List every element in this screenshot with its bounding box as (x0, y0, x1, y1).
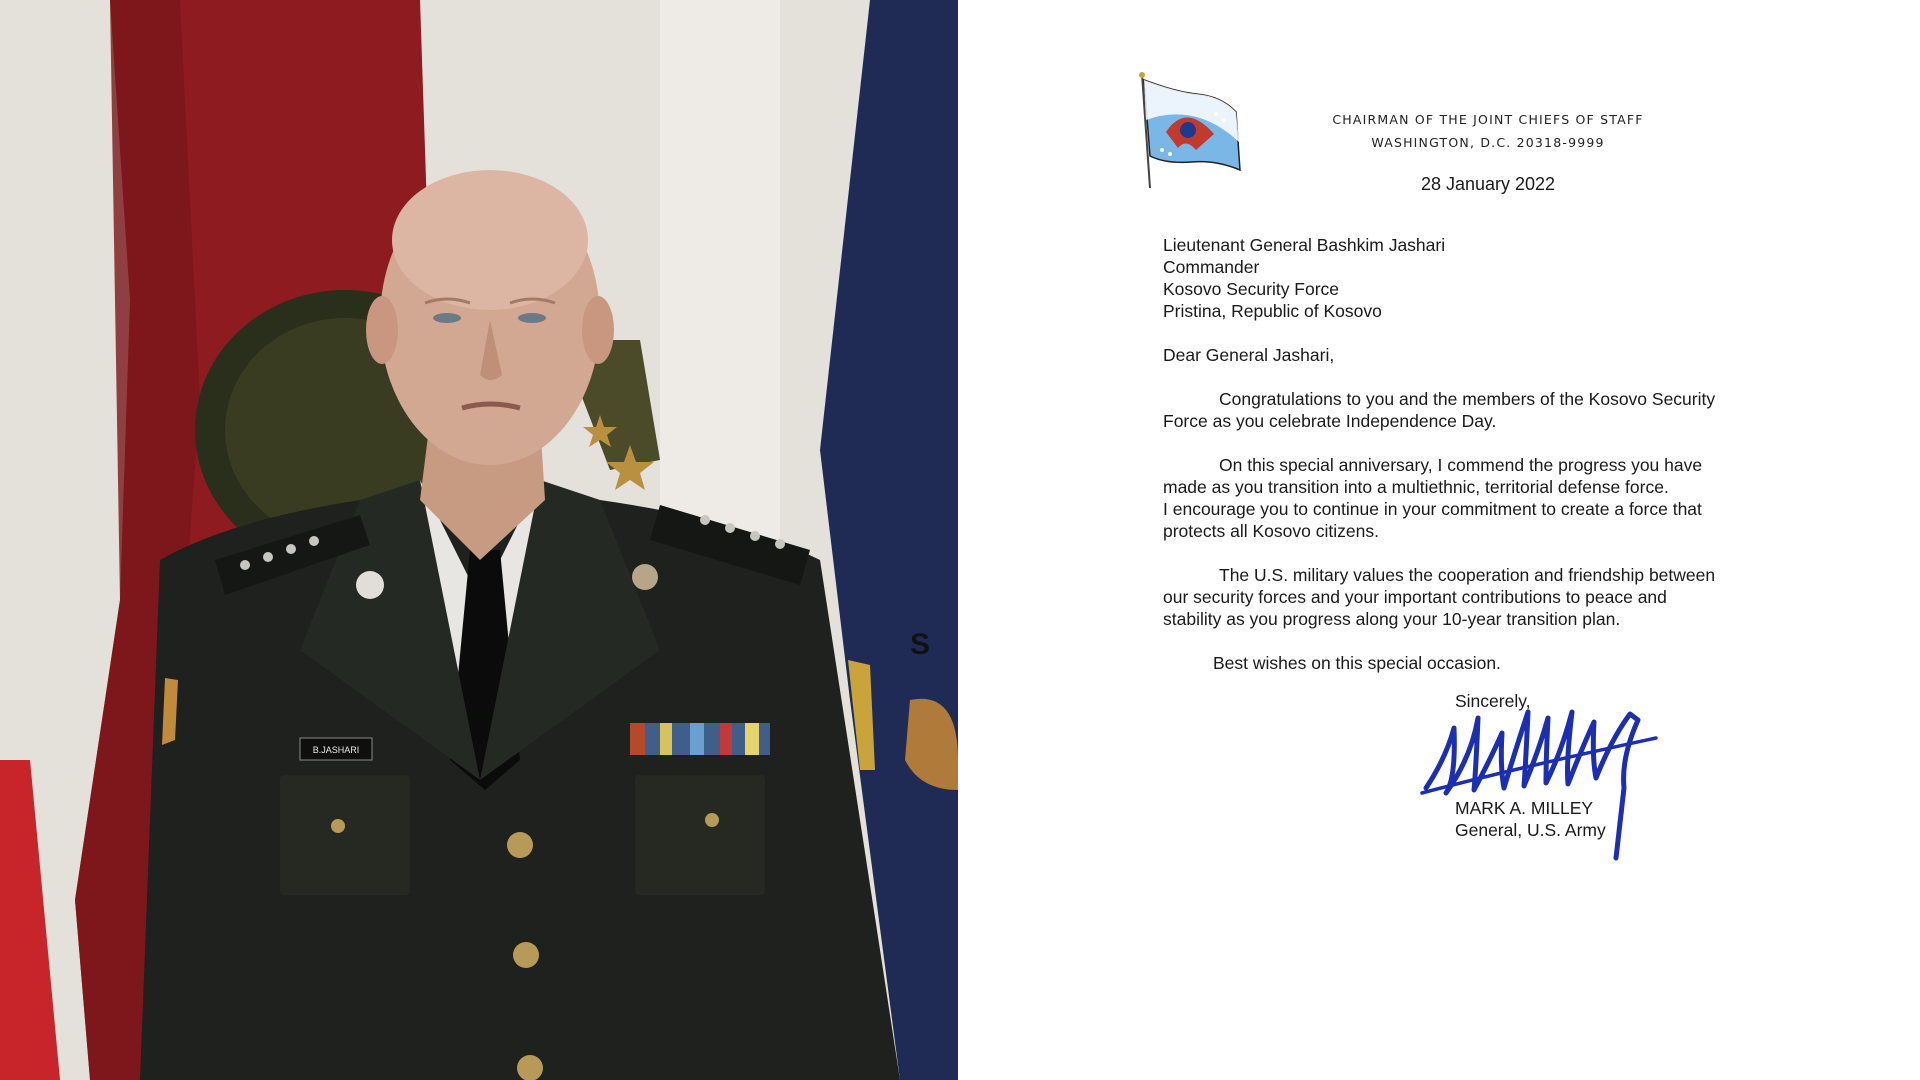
salutation: Dear General Jashari, (1163, 345, 1335, 365)
paragraph-3-line-3: stability as you progress along your 10-year transition plan. (1163, 609, 1621, 629)
paragraph-1-line-1: Congratulations to you and the members of the Kosovo Security (1219, 389, 1716, 409)
letter-date: 28 January 2022 (1420, 174, 1556, 194)
paragraph-1 (1163, 388, 1783, 432)
signature-icon (1416, 698, 1666, 870)
paragraph-2-line-1: On this special anniversary, I commend the progress you have (1219, 455, 1703, 475)
portrait-photo (0, 0, 958, 1080)
paragraph-2-line-4: protects all Kosovo citizens. (1163, 521, 1379, 541)
overlay-letter: S (910, 628, 931, 661)
paragraph-1-line-2: Force as you celebrate Independence Day. (1163, 411, 1497, 431)
portrait-illustration (0, 0, 958, 1080)
letterhead (1298, 108, 1678, 154)
recipient-name: Lieutenant General Bashkim Jashari (1163, 235, 1446, 255)
letter-document (958, 0, 1920, 1080)
signoff: Sincerely, (1455, 691, 1531, 711)
signer-name: MARK A. MILLEY (1455, 798, 1594, 818)
paragraph-3 (1163, 564, 1783, 630)
letter-body (1163, 234, 1783, 674)
paragraph-2-line-2: made as you transition into a multiethnic, territorial defense force. (1163, 477, 1669, 497)
paragraph-2 (1163, 454, 1783, 542)
letterhead-address: WASHINGTON, D.C. 20318-9999 (1371, 135, 1605, 150)
recipient-location: Pristina, Republic of Kosovo (1163, 301, 1382, 321)
paragraph-2-line-3: I encourage you to continue in your commitment to create a force that (1163, 499, 1702, 519)
letterhead-title: CHAIRMAN OF THE JOINT CHIEFS OF STAFF (1332, 112, 1644, 127)
recipient-organization: Kosovo Security Force (1163, 279, 1340, 299)
paragraph-3-line-1: The U.S. military values the cooperation and friendship between (1219, 565, 1716, 585)
recipient-title: Commander (1163, 257, 1260, 277)
recipient-address (1163, 234, 1783, 322)
cjcs-flag-icon (1136, 72, 1246, 192)
signer-block (1455, 797, 1606, 841)
closing-wish: Best wishes on this special occasion. (1213, 653, 1501, 673)
paragraph-3-line-2: our security forces and your important contributions to peace and (1163, 587, 1667, 607)
signer-title: General, U.S. Army (1455, 820, 1606, 840)
name-tag-text: B.JASHARI (312, 745, 360, 755)
